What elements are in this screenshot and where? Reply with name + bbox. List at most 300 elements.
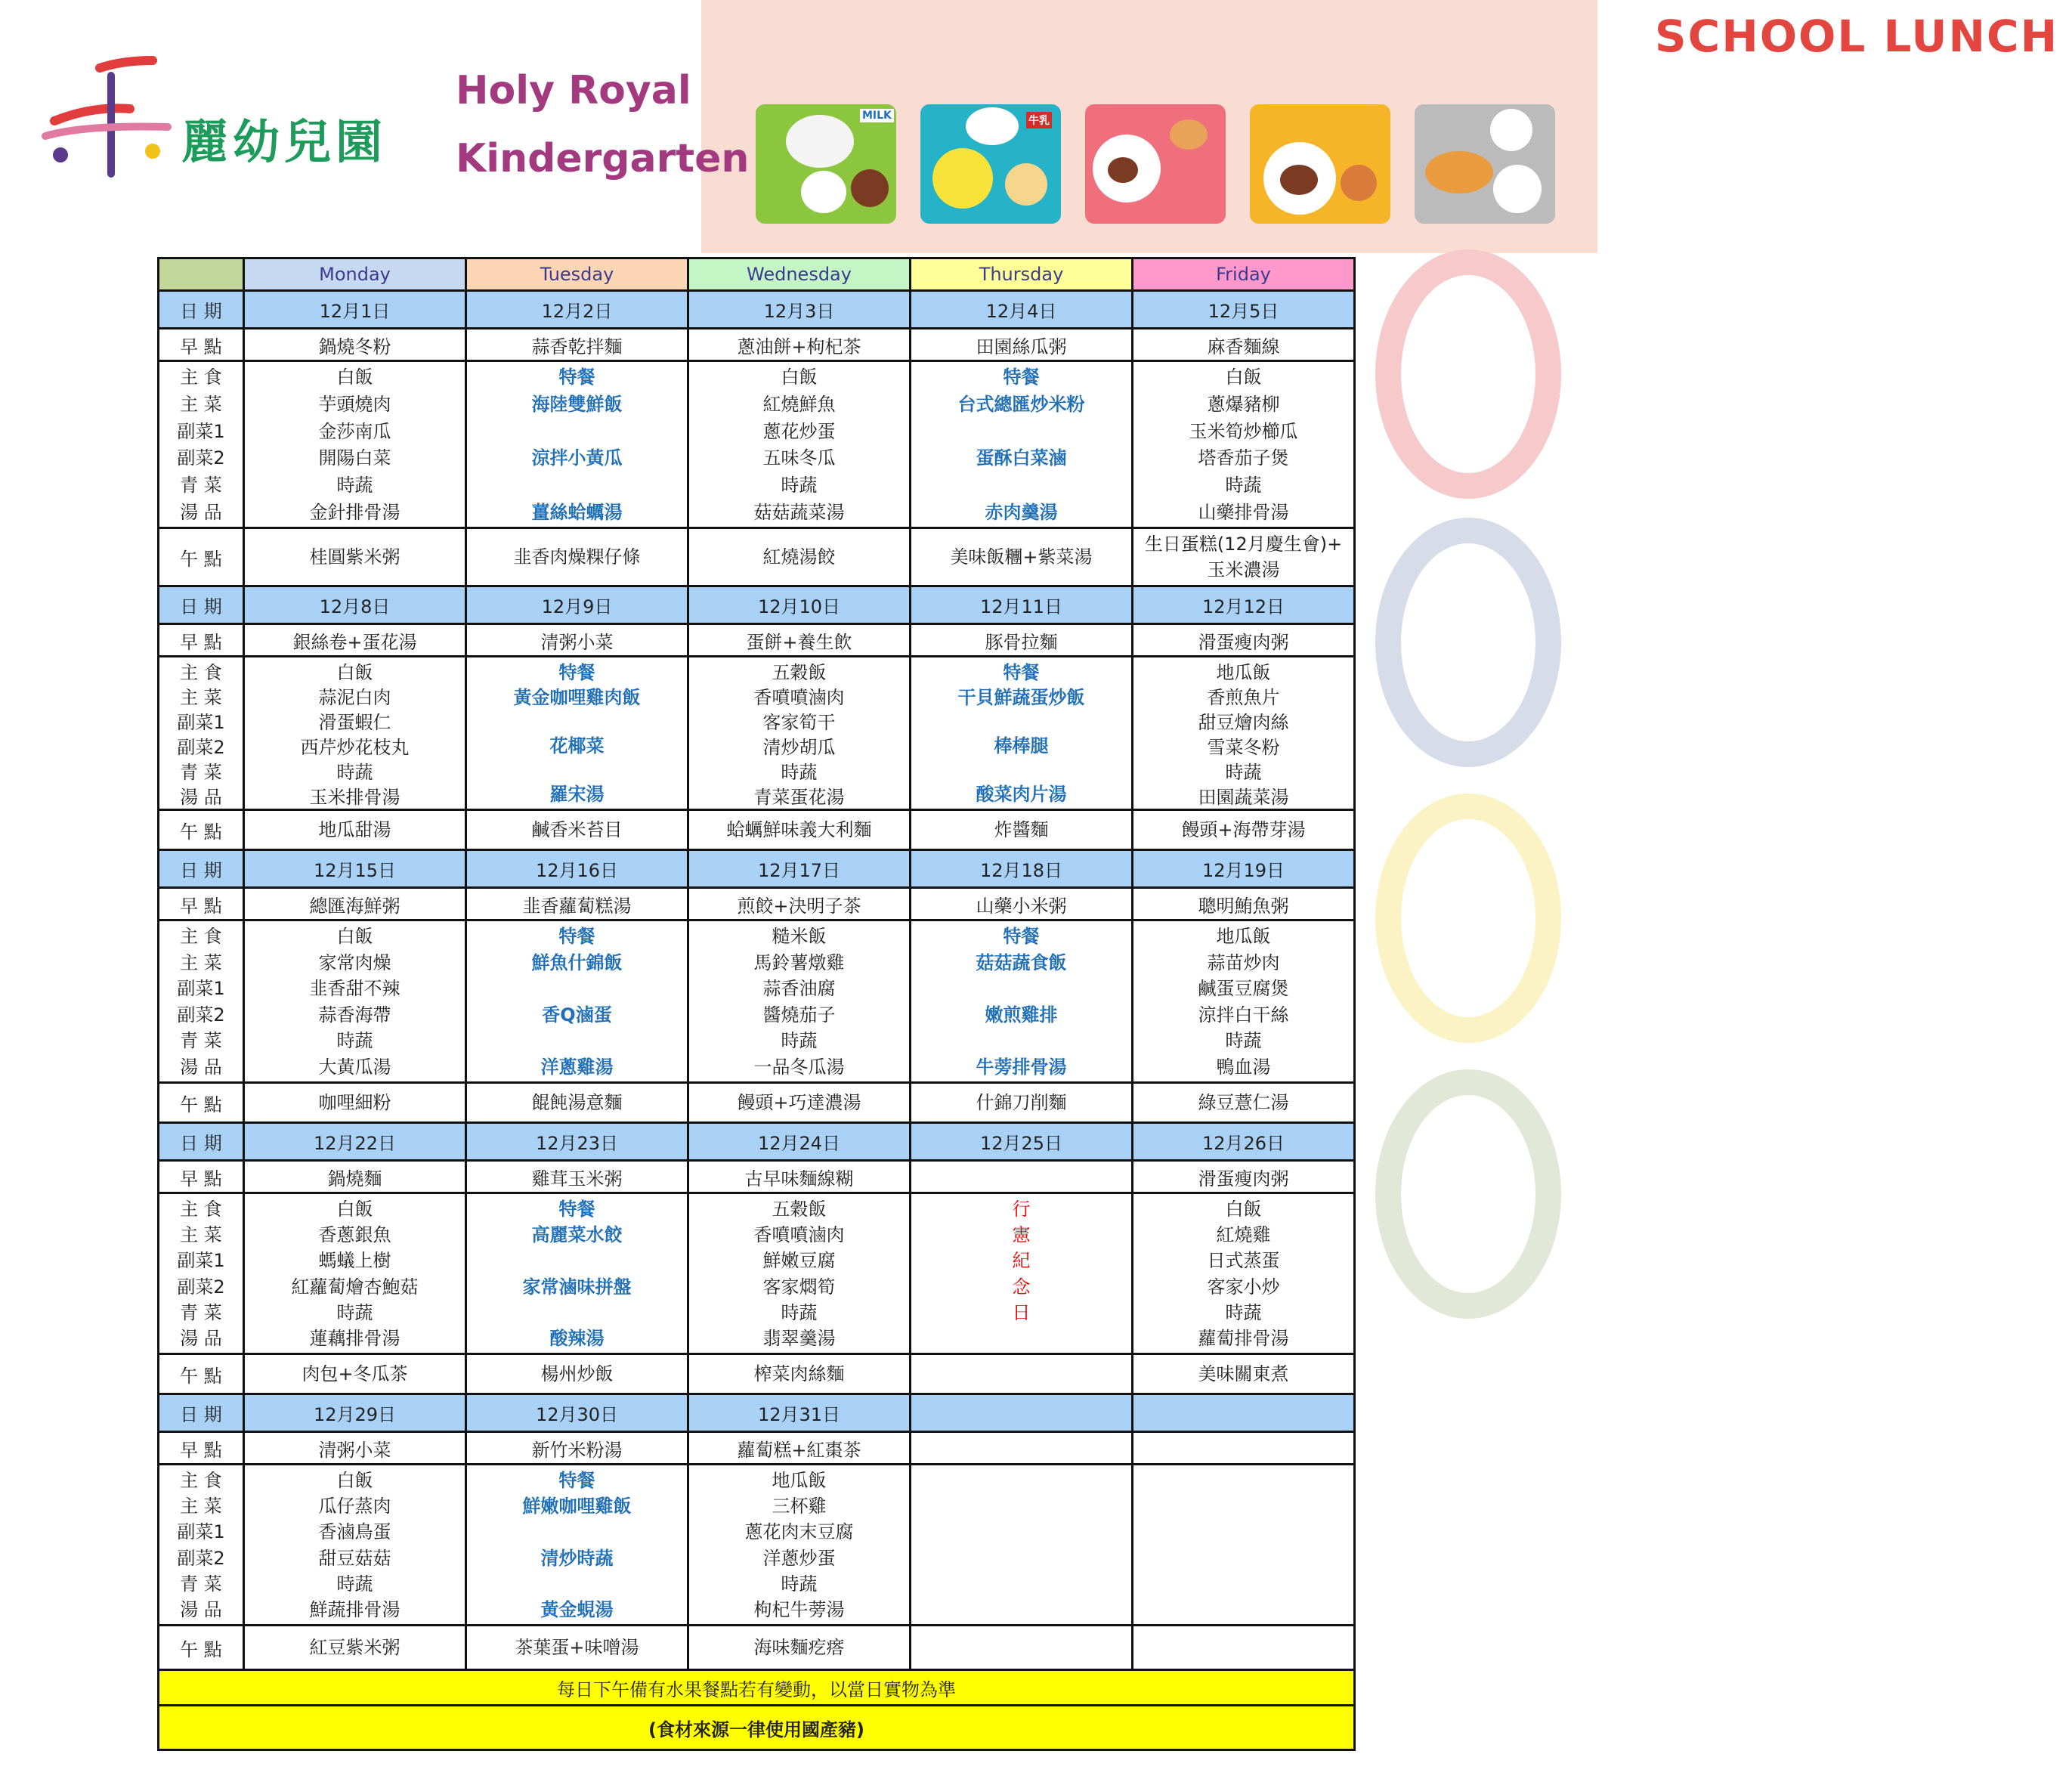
lunch-dish: 客家筍干 [762,712,836,733]
lunch-dish: 白飯 [336,926,373,947]
lunch-dish: 西芹炒花枝丸 [300,737,410,758]
breakfast-cell: 田園絲瓜粥 [911,329,1133,361]
lunch-dish: 香Q滷蛋 [542,1004,612,1026]
decorative-ring-green [1375,1069,1561,1319]
lunch-dish: 白飯 [781,367,818,388]
lunch-dish [911,1572,1131,1597]
lunch-dish: 鴨血湯 [1216,1056,1271,1078]
breakfast-cell [911,1161,1133,1193]
lunch-cell [244,1193,466,1354]
lunch-course-label: 湯 品 [180,1327,222,1349]
lunch-dish: 蔥爆豬柳 [1207,393,1280,415]
afternoon-label: 午 點 [159,1354,244,1394]
lunch-dish: 日 [1012,1301,1031,1323]
lunch-dish: 蒜苗炒肉 [1207,951,1280,973]
lunch-course-label: 副菜1 [177,420,225,442]
breakfast-cell: 古早味麵線糊 [688,1161,911,1193]
lunch-dish: 家常肉燥 [318,951,391,973]
lunch-course-label: 主 食 [180,367,222,388]
breakfast-cell [1133,1432,1355,1465]
date-cell: 12月19日 [1133,850,1355,888]
lunch-dish [911,473,1131,498]
lunch-dish: 花椰菜 [549,735,605,756]
lunch-dish: 地瓜飯 [772,1470,827,1491]
lunch-cell [466,1465,688,1626]
lunch-course-label: 青 菜 [180,1030,222,1052]
date-cell: 12月29日 [244,1394,466,1432]
date-label: 日 期 [159,1394,244,1432]
lunch-course-label: 主 食 [180,926,222,947]
date-label: 日 期 [159,291,244,329]
lunch-dish: 香煎魚片 [1207,687,1280,708]
lunch-dish: 蛋酥白菜滷 [976,447,1067,469]
breakfast-row [159,1432,1355,1465]
lunch-dish: 滑蛋蝦仁 [318,712,391,733]
lunch-course-label: 湯 品 [180,787,222,808]
lunch-row [159,920,1355,1083]
lunch-dish [911,976,1131,1001]
lunch-dish: 時蔬 [781,1030,818,1052]
lunch-dish [467,473,687,498]
lunch-cell [466,657,688,810]
lunch-cell [1133,920,1355,1083]
lunch-course-label: 副菜2 [177,447,225,469]
afternoon-cell [911,1354,1133,1394]
afternoon-cell: 鹹香米苔目 [466,810,688,850]
breakfast-cell: 鍋燒冬粉 [244,329,466,361]
school-name-chinese: 麗幼兒園 [181,114,388,169]
breakfast-cell: 滑蛋瘦肉粥 [1133,624,1355,657]
lunch-dish: 客家燜筍 [762,1276,836,1298]
lunch-dish: 涼拌小黃瓜 [531,447,623,469]
date-cell [911,1394,1133,1432]
lunch-dish [911,419,1131,444]
date-cell: 12月12日 [1133,586,1355,624]
lunch-course-label: 主 菜 [180,687,222,708]
afternoon-cell: 韭香肉燥粿仔條 [466,528,688,586]
date-cell: 12月9日 [466,586,688,624]
lunch-dish: 香滷鳥蛋 [318,1521,391,1543]
school-name-english-line2: Kindergarten [456,136,750,181]
lunch-dish [467,419,687,444]
lunch-labels-cell [159,1193,244,1354]
milk-carton-badge: 牛乳 [1026,112,1052,128]
lunch-dish: 開陽白菜 [318,447,391,469]
lunch-cell [244,657,466,810]
afternoon-cell: 紅燒湯餃 [688,528,911,586]
breakfast-cell: 鍋燒麵 [244,1161,466,1193]
lunch-dish: 洋蔥雞湯 [540,1056,614,1078]
lunch-dish: 白飯 [336,662,373,683]
tray-illustration-3 [1085,104,1226,224]
lunch-dish: 時蔬 [1225,1030,1262,1052]
lunch-course-label: 副菜1 [177,978,225,1000]
afternoon-cell: 美味飯糰+紫菜湯 [911,528,1133,586]
lunch-dish [911,710,1131,734]
lunch-dish: 鹹蛋豆腐煲 [1198,978,1289,1000]
lunch-course-label: 湯 品 [180,501,222,523]
lunch-dish [467,1572,687,1597]
lunch-dish: 海陸雙鮮飯 [531,393,623,415]
date-label: 日 期 [159,1123,244,1161]
lunch-dish [1133,1468,1353,1493]
lunch-course-label: 青 菜 [180,1573,222,1595]
lunch-course-label: 主 菜 [180,1496,222,1517]
lunch-course-label: 湯 品 [180,1056,222,1078]
lunch-dish: 蒜香油腐 [762,978,836,1000]
lunch-dish: 地瓜飯 [1216,926,1271,947]
afternoon-cell: 榨菜肉絲麵 [688,1354,911,1394]
lunch-dish: 甜豆菇菇 [318,1547,391,1569]
lunch-dish: 行 [1012,1199,1031,1220]
breakfast-cell: 清粥小菜 [466,624,688,657]
corner-cell [159,258,244,291]
lunch-row [159,1465,1355,1626]
lunch-dish [467,1029,687,1053]
lunch-dish: 干貝鮮蔬蛋炒飯 [957,687,1085,708]
breakfast-label: 早 點 [159,329,244,361]
lunch-dish [467,976,687,1001]
afternoon-cell: 綠豆薏仁湯 [1133,1083,1355,1123]
breakfast-cell: 蔥油餅+枸杞茶 [688,329,911,361]
afternoon-cell: 咖哩細粉 [244,1083,466,1123]
lunch-dish: 日式蒸蛋 [1207,1250,1280,1272]
lunch-dish: 菇菇蔬菜湯 [753,501,845,523]
date-cell: 12月5日 [1133,291,1355,329]
date-cell: 12月31日 [688,1394,911,1432]
lunch-dish [467,1520,687,1545]
decorative-ring-yellow [1375,794,1561,1043]
breakfast-cell: 山藥小米粥 [911,888,1133,920]
afternoon-cell: 紅豆紫米粥 [244,1626,466,1670]
afternoon-cell: 海味麵疙瘩 [688,1626,911,1670]
lunch-cell [466,361,688,528]
page-title: SCHOOL LUNCH [1654,11,2059,62]
lunch-dish: 特餐 [558,1470,595,1491]
lunch-dish: 時蔬 [336,762,373,783]
date-cell: 12月8日 [244,586,466,624]
lunch-dish: 白飯 [336,1470,373,1491]
weekday-header: Wednesday [688,258,911,291]
afternoon-snack-row [159,1083,1355,1123]
lunch-dish [467,710,687,734]
lunch-course-label: 主 食 [180,1199,222,1220]
breakfast-cell: 總匯海鮮粥 [244,888,466,920]
lunch-dish: 洋蔥炒蛋 [762,1547,836,1569]
date-row [159,291,1355,329]
afternoon-cell: 美味關東煮 [1133,1354,1355,1394]
lunch-cell [244,361,466,528]
lunch-dish: 醬燒茄子 [762,1004,836,1026]
afternoon-snack-row [159,528,1355,586]
date-cell: 12月1日 [244,291,466,329]
lunch-dish: 薑絲蛤蠣湯 [531,501,623,523]
lunch-cell [466,920,688,1083]
lunch-dish: 時蔬 [336,1573,373,1595]
date-cell: 12月3日 [688,291,911,329]
lunch-dish [911,759,1131,782]
school-name-english-line1: Holy Royal [456,68,691,113]
lunch-dish: 牛蒡排骨湯 [976,1056,1067,1078]
breakfast-cell: 雞茸玉米粥 [466,1161,688,1193]
breakfast-label: 早 點 [159,624,244,657]
breakfast-row [159,624,1355,657]
tray-illustration-4 [1250,104,1390,224]
afternoon-snack-row [159,1626,1355,1670]
afternoon-cell: 地瓜甜湯 [244,810,466,850]
breakfast-cell: 豚骨拉麵 [911,624,1133,657]
lunch-cell [1133,657,1355,810]
date-cell: 12月23日 [466,1123,688,1161]
lunch-dish: 嫩煎雞排 [985,1004,1058,1026]
lunch-course-label: 青 菜 [180,1301,222,1323]
lunch-cell [911,1465,1133,1626]
lunch-dish: 白飯 [336,1199,373,1220]
afternoon-snack-row [159,1354,1355,1394]
lunch-dish: 香蔥銀魚 [318,1224,391,1246]
lunch-row [159,657,1355,810]
lunch-cell [688,361,911,528]
afternoon-cell: 肉包+冬瓜茶 [244,1354,466,1394]
lunch-dish: 紅燒鮮魚 [762,393,836,415]
date-cell: 12月10日 [688,586,911,624]
breakfast-cell: 清粥小菜 [244,1432,466,1465]
lunch-dish: 馬鈴薯燉雞 [753,951,845,973]
lunch-course-label: 副菜2 [177,737,225,758]
date-cell: 12月24日 [688,1123,911,1161]
afternoon-cell: 炸醬麵 [911,810,1133,850]
lunch-dish [911,1029,1131,1053]
lunch-dish [1133,1520,1353,1545]
lunch-dish: 特餐 [558,926,595,947]
lunch-labels-cell [159,361,244,528]
lunch-dish: 台式總匯炒米粉 [957,393,1085,415]
breakfast-cell: 煎餃+決明子茶 [688,888,911,920]
lunch-dish: 白飯 [1225,367,1262,388]
lunch-cell [1133,1193,1355,1354]
lunch-dish [1133,1494,1353,1519]
lunch-cell [466,1193,688,1354]
date-cell: 12月4日 [911,291,1133,329]
lunch-course-label: 副菜1 [177,1521,225,1543]
date-row [159,1123,1355,1161]
lunch-dish: 蒜香海帶 [318,1004,391,1026]
lunch-dish: 家常滷味拼盤 [522,1276,632,1298]
decorative-ring-red [1375,249,1561,499]
lunch-dish: 清炒胡瓜 [762,737,836,758]
date-cell: 12月15日 [244,850,466,888]
date-row [159,850,1355,888]
lunch-dish: 時蔬 [336,475,373,497]
date-cell: 12月30日 [466,1394,688,1432]
breakfast-row [159,888,1355,920]
lunch-course-label: 副菜1 [177,712,225,733]
lunch-course-label: 主 食 [180,662,222,683]
afternoon-label: 午 點 [159,1083,244,1123]
lunch-course-label: 副菜2 [177,1004,225,1026]
lunch-dish: 香噴噴滷肉 [753,687,845,708]
tray-illustration-5 [1415,104,1555,224]
afternoon-cell: 饅頭+海帶芽湯 [1133,810,1355,850]
lunch-cell [911,361,1133,528]
afternoon-cell: 生日蛋糕(12月慶生會)+ 玉米濃湯 [1133,528,1355,586]
lunch-dish [467,759,687,782]
lunch-dish: 特餐 [558,367,595,388]
afternoon-cell [911,1626,1133,1670]
breakfast-cell: 麻香麵線 [1133,329,1355,361]
lunch-dish [911,1546,1131,1571]
afternoon-cell: 餛飩湯意麵 [466,1083,688,1123]
lunch-dish: 時蔬 [336,1030,373,1052]
lunch-dish: 特餐 [1003,662,1040,683]
lunch-dish: 黃金咖哩雞肉飯 [513,687,641,708]
lunch-dish: 玉米筍炒櫛瓜 [1189,420,1298,442]
tray-illustration-1 [756,104,896,224]
breakfast-label: 早 點 [159,1432,244,1465]
lunch-dish: 高麗菜水餃 [531,1224,623,1246]
date-cell: 12月2日 [466,291,688,329]
lunch-dish: 菇菇蔬食飯 [976,951,1067,973]
lunch-dish: 酸辣湯 [549,1327,605,1349]
lunch-dish: 雪菜冬粉 [1207,737,1280,758]
date-cell: 12月17日 [688,850,911,888]
lunch-row [159,1193,1355,1354]
lunch-dish: 客家小炒 [1207,1276,1280,1298]
lunch-course-label: 主 菜 [180,1224,222,1246]
breakfast-cell: 滑蛋瘦肉粥 [1133,1161,1355,1193]
lunch-dish: 鮮蔬排骨湯 [309,1598,400,1620]
breakfast-label: 早 點 [159,1161,244,1193]
lunch-dish: 五穀飯 [772,1199,827,1220]
breakfast-cell [911,1432,1133,1465]
lunch-dish: 大黃瓜湯 [318,1056,391,1078]
lunch-dish [467,1248,687,1273]
lunch-dish: 山藥排骨湯 [1198,501,1289,523]
lunch-dish: 時蔬 [1225,1301,1262,1323]
afternoon-label: 午 點 [159,528,244,586]
lunch-labels-cell [159,920,244,1083]
breakfast-row [159,1161,1355,1193]
date-cell: 12月16日 [466,850,688,888]
afternoon-cell: 桂圓紫米粥 [244,528,466,586]
lunch-dish: 時蔬 [336,1301,373,1323]
lunch-dish [911,1598,1131,1623]
fruit-note: 每日下午備有水果餐點若有變動，以當日實物為準 [159,1670,1355,1706]
lunch-dish [911,1326,1131,1351]
afternoon-cell [1133,1626,1355,1670]
weekday-header-row [159,258,1355,291]
lunch-dish: 蘿蔔排骨湯 [1198,1327,1289,1349]
lunch-dish [467,1301,687,1326]
lunch-dish: 蓮藕排骨湯 [309,1327,400,1349]
lunch-dish: 三杯雞 [772,1496,827,1517]
lunch-cell [911,920,1133,1083]
date-row [159,586,1355,624]
weekday-header: Monday [244,258,466,291]
lunch-dish: 涼拌白干絲 [1198,1004,1289,1026]
breakfast-cell: 蒜香乾拌麵 [466,329,688,361]
date-cell: 12月25日 [911,1123,1133,1161]
afternoon-cell: 茶葉蛋+味噌湯 [466,1626,688,1670]
lunch-dish: 憲 [1012,1224,1031,1246]
lunch-course-label: 副菜2 [177,1276,225,1298]
date-cell: 12月18日 [911,850,1133,888]
lunch-cell [1133,361,1355,528]
lunch-cell [688,657,911,810]
lunch-dish: 地瓜飯 [1216,662,1271,683]
afternoon-cell: 饅頭+巧達濃湯 [688,1083,911,1123]
lunch-cell [911,657,1133,810]
lunch-dish: 特餐 [1003,367,1040,388]
lunch-dish: 蔥花炒蛋 [762,420,836,442]
lunch-course-label: 副菜2 [177,1547,225,1569]
lunch-dish: 棒棒腿 [994,735,1049,756]
lunch-dish: 芋頭燒肉 [318,393,391,415]
lunch-dish: 紅蘿蔔燴杏鮑菇 [291,1276,419,1298]
breakfast-cell: 蛋餅+養生飲 [688,624,911,657]
breakfast-row [159,329,1355,361]
afternoon-snack-row [159,810,1355,850]
lunch-dish: 青菜蛋花湯 [753,787,845,808]
lunch-cell [244,1465,466,1626]
date-cell: 12月26日 [1133,1123,1355,1161]
breakfast-cell: 蘿蔔糕+紅棗茶 [688,1432,911,1465]
date-cell [1133,1394,1355,1432]
lunch-cell [1133,1465,1355,1626]
lunch-dish: 清炒時蔬 [540,1547,614,1569]
weekday-header: Tuesday [466,258,688,291]
date-cell: 12月22日 [244,1123,466,1161]
lunch-course-label: 青 菜 [180,475,222,497]
lunch-dish: 金莎南瓜 [318,420,391,442]
breakfast-label: 早 點 [159,888,244,920]
afternoon-cell: 楊州炒飯 [466,1354,688,1394]
lunch-dish: 蒜泥白肉 [318,687,391,708]
lunch-dish: 螞蟻上樹 [318,1250,391,1272]
lunch-dish [1133,1572,1353,1597]
date-cell: 12月11日 [911,586,1133,624]
afternoon-label: 午 點 [159,810,244,850]
lunch-dish: 特餐 [558,1199,595,1220]
school-logo-icon [39,53,183,181]
lunch-dish: 特餐 [1003,926,1040,947]
weekday-header: Thursday [911,258,1133,291]
lunch-dish: 金針排骨湯 [309,501,400,523]
lunch-course-label: 湯 品 [180,1598,222,1620]
lunch-dish: 田園蔬菜湯 [1198,787,1289,808]
lunch-dish: 酸菜肉片湯 [976,784,1067,805]
lunch-dish: 一品冬瓜湯 [753,1056,845,1078]
lunch-dish: 翡翠羹湯 [762,1327,836,1349]
lunch-dish: 瓜仔蒸肉 [318,1496,391,1517]
lunch-dish: 香噴噴滷肉 [753,1224,845,1246]
lunch-dish: 特餐 [558,662,595,683]
lunch-cell [688,1465,911,1626]
lunch-cell [911,1193,1133,1354]
lunch-dish: 時蔬 [1225,762,1262,783]
fruit-note-row [159,1670,1355,1706]
lunch-dish: 黃金蜆湯 [540,1598,614,1620]
lunch-cell [688,1193,911,1354]
breakfast-cell: 新竹米粉湯 [466,1432,688,1465]
lunch-course-label: 副菜1 [177,1250,225,1272]
lunch-dish [911,1520,1131,1545]
tray-illustration-2 [920,104,1061,224]
weekday-header: Friday [1133,258,1355,291]
lunch-dish: 時蔬 [1225,475,1262,497]
lunch-dish: 白飯 [336,367,373,388]
date-row [159,1394,1355,1432]
